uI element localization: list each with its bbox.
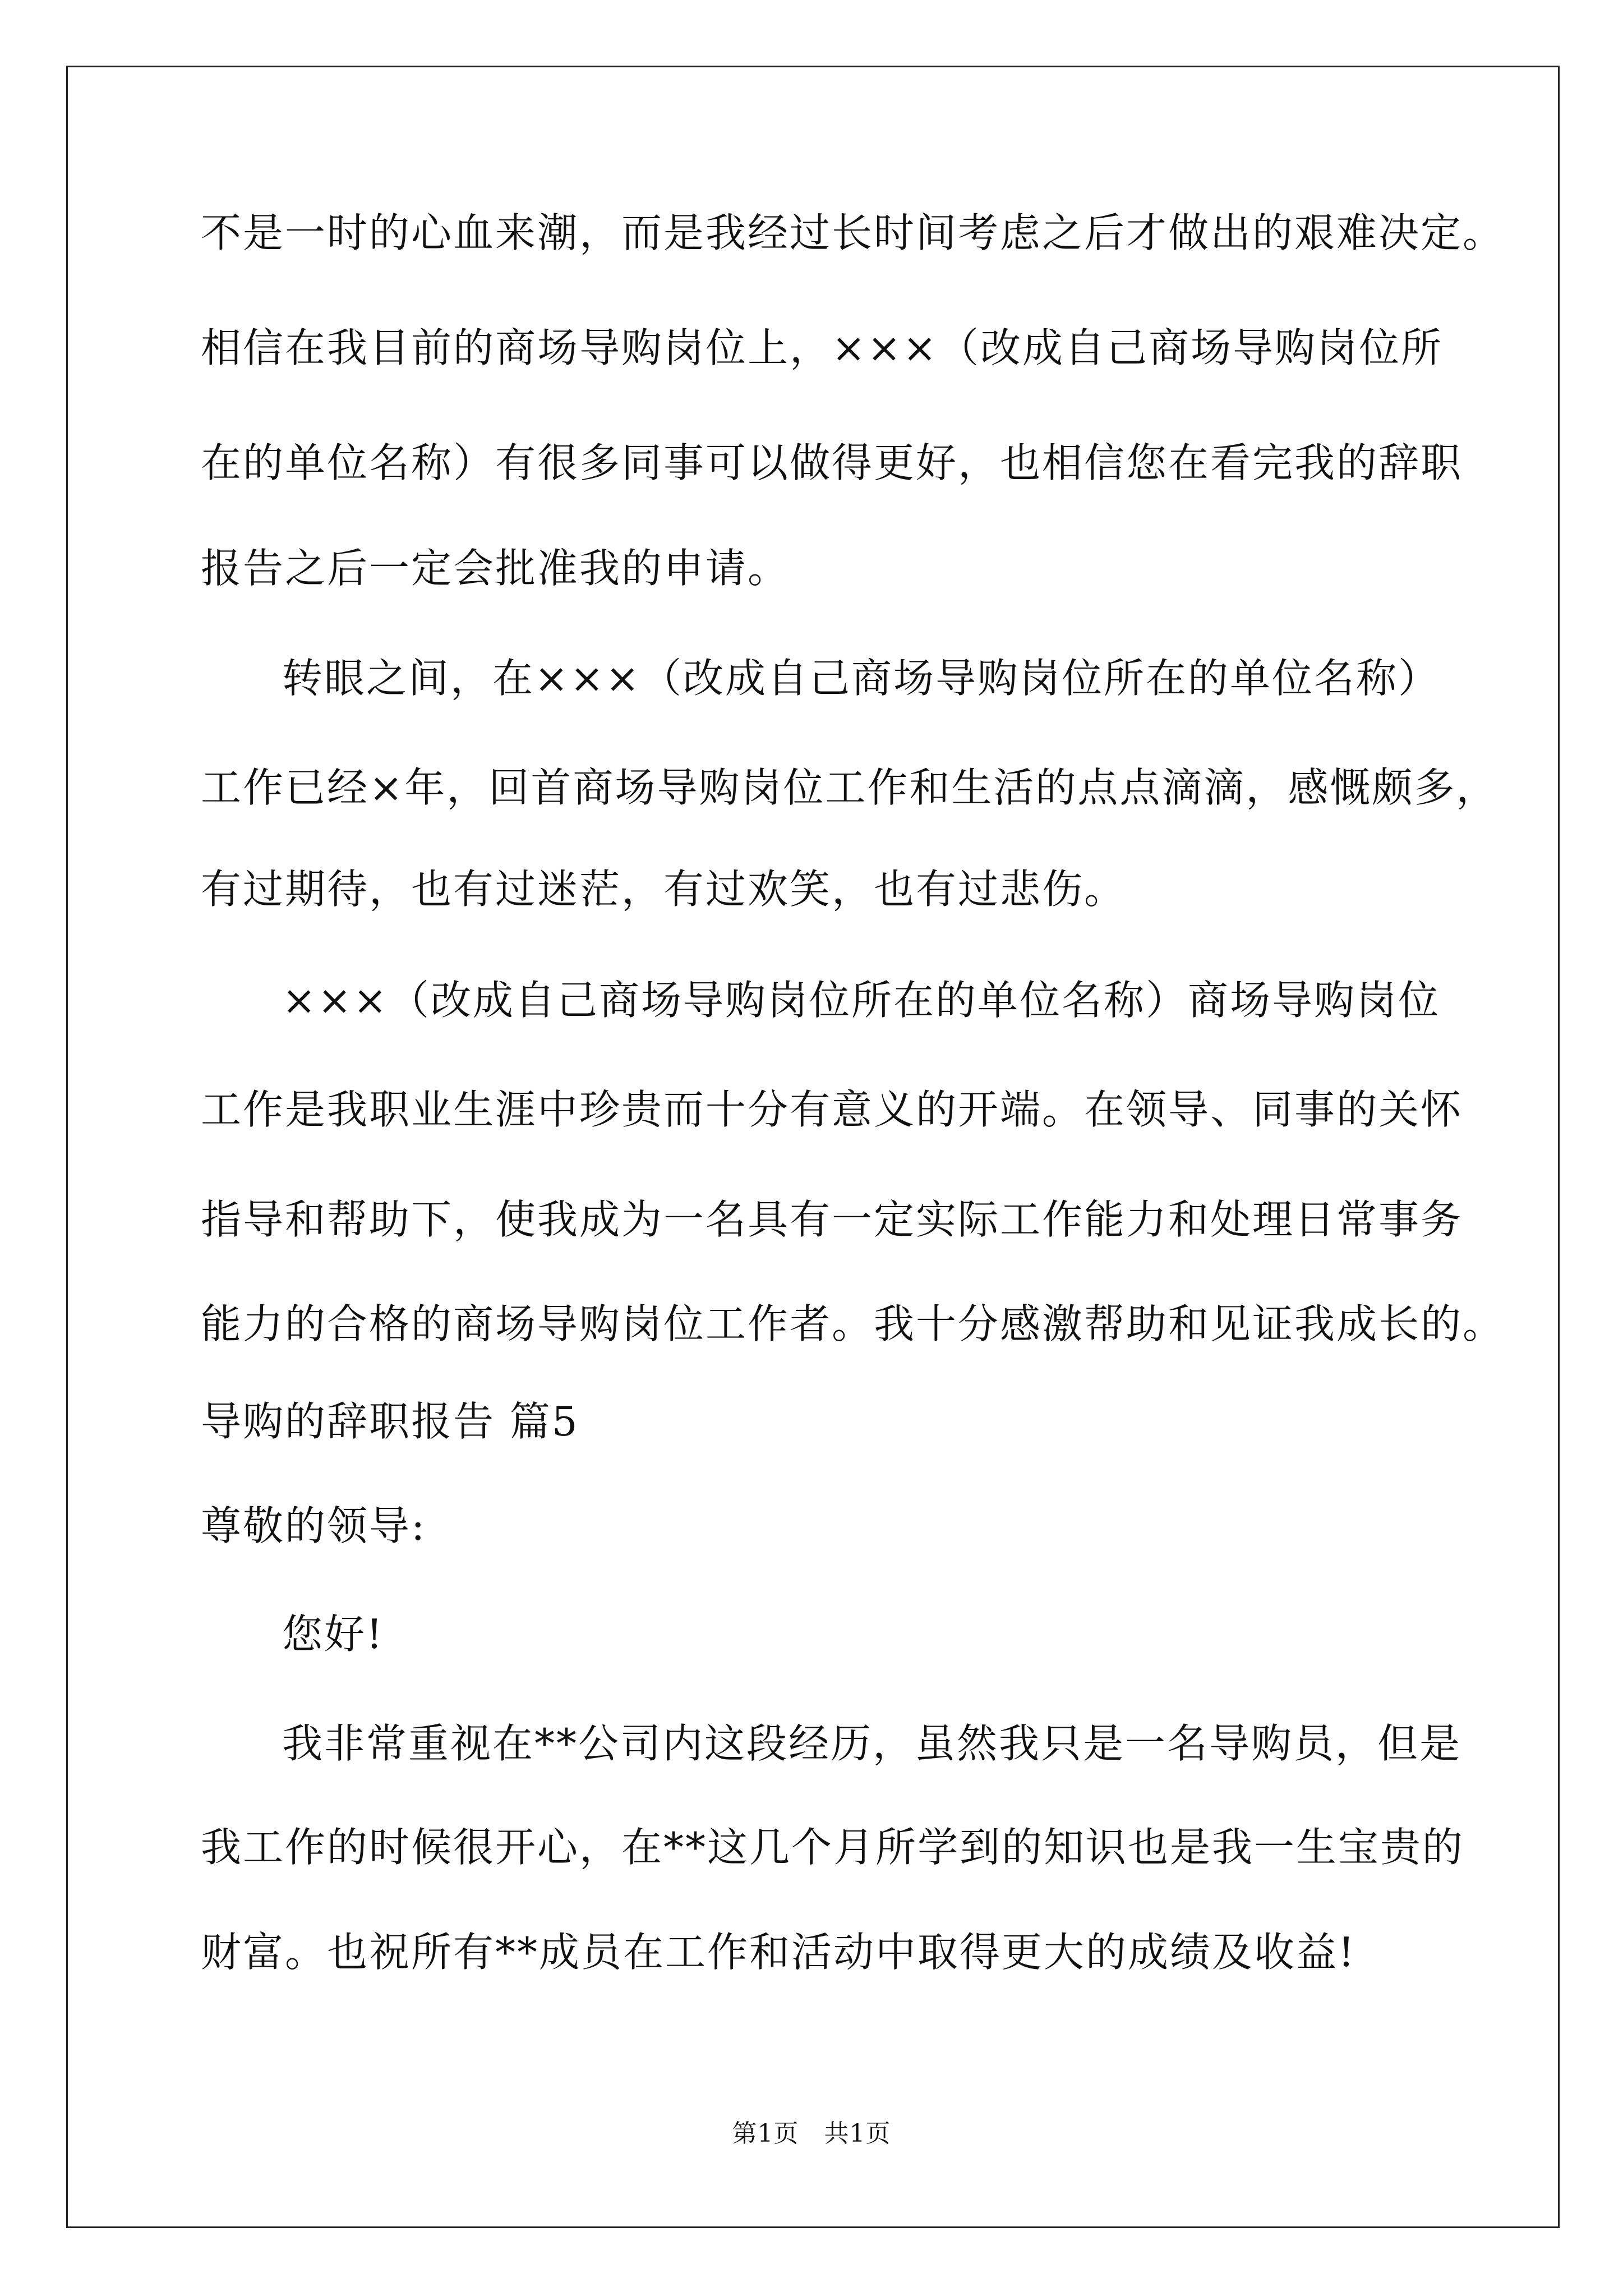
- paragraph-line: 指导和帮助下，使我成为一名具有一定实际工作能力和处理日常事务: [201, 1196, 1463, 1243]
- paragraph-line: 报告之后一定会批准我的申请。: [201, 545, 790, 592]
- paragraph-line: 在的单位名称）有很多同事可以做得更好，也相信您在看完我的辞职: [201, 439, 1463, 486]
- paragraph-line: 转眼之间，在×××（改成自己商场导购岗位所在的单位名称）: [282, 655, 1440, 702]
- page-border: [66, 66, 1560, 2228]
- paragraph-line: 有过期待，也有过迷茫，有过欢笑，也有过悲伤。: [201, 866, 1127, 913]
- paragraph-line: 工作已经×年，回首商场导购岗位工作和生活的点点滴滴，感慨颇多，: [201, 764, 1498, 811]
- page-footer: 第1页 共1页: [732, 2119, 891, 2148]
- paragraph-line: 我非常重视在**公司内这段经历，虽然我只是一名导购员，但是: [282, 1720, 1462, 1767]
- paragraph-line: 不是一时的心血来潮，而是我经过长时间考虑之后才做出的艰难决定。: [201, 209, 1505, 256]
- paragraph-line: 相信在我目前的商场导购岗位上，×××（改成自己商场导购岗位所: [201, 324, 1443, 371]
- greeting: 您好!: [282, 1611, 384, 1658]
- paragraph-line: 能力的合格的商场导购岗位工作者。我十分感激帮助和见证我成长的。: [201, 1300, 1505, 1347]
- paragraph-line: 工作是我职业生涯中珍贵而十分有意义的开端。在领导、同事的关怀: [201, 1086, 1463, 1133]
- salutation: 尊敬的领导:: [201, 1502, 427, 1549]
- paragraph-line: ×××（改成自己商场导购岗位所在的单位名称）商场导购岗位: [282, 977, 1440, 1024]
- paragraph-line: 财富。也祝所有**成员在工作和活动中取得更大的成绩及收益!: [201, 1929, 1356, 1976]
- section-heading: 导购的辞职报告 篇5: [201, 1398, 579, 1445]
- paragraph-line: 我工作的时候很开心，在**这几个月所学到的知识也是我一生宝贵的: [201, 1824, 1465, 1871]
